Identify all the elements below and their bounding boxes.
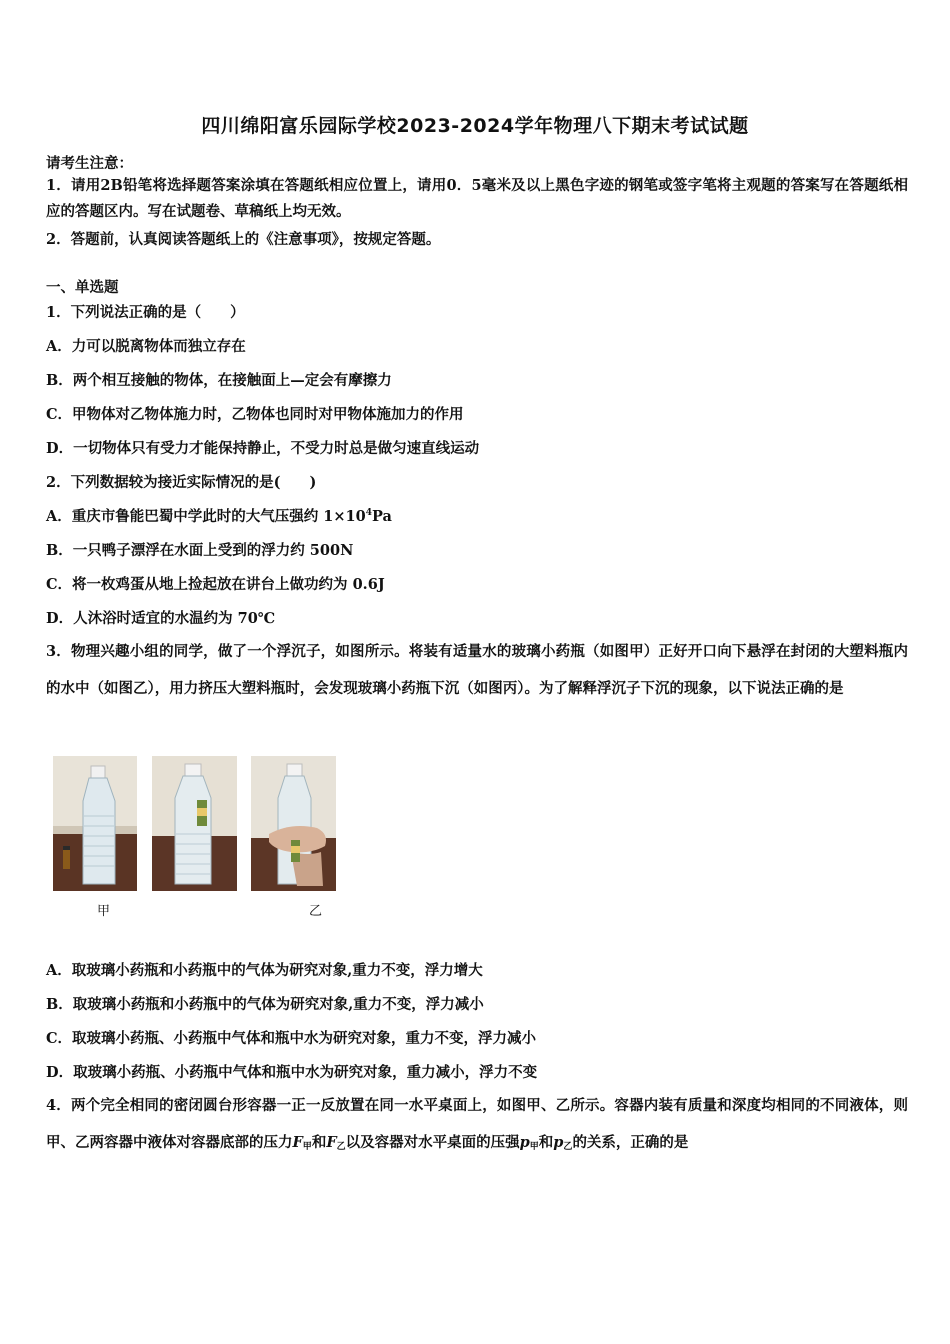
q2-stem: 2．下列数据较为接近实际情况的是( ) (46, 474, 317, 491)
q3-option-c: C．取玻璃小药瓶、小药瓶中气体和瓶中水为研究对象，重力不变，浮力减小 (46, 1030, 537, 1047)
notice-heading: 请考生注意： (46, 155, 133, 172)
q3-option-b: B．取玻璃小药瓶和小药瓶中的气体为研究对象,重力不变，浮力减小 (46, 996, 484, 1013)
q1-option-b: B．两个相互接触的物体，在接触面上—定会有摩擦力 (46, 372, 392, 389)
caption-yi: 乙 (309, 904, 323, 919)
q1-stem: 1．下列说法正确的是（ ） (46, 304, 245, 321)
q1-option-d: D．一切物体只有受力才能保持静止，不受力时总是做匀速直线运动 (46, 440, 480, 457)
caption-jia: 甲 (97, 904, 111, 919)
q2-option-b: B．一只鸭子漂浮在水面上受到的浮力约 500N (46, 542, 354, 559)
notice-item-1: 1．请用2B铅笔将选择题答案涂填在答题纸相应位置上，请用0．5毫米及以上黑色字迹的钢笔或签字笔将主观题的答案写在答题纸相应的答题区内。写在试题卷、草稿纸上均无效。 (46, 177, 908, 220)
photo-jia (53, 756, 137, 891)
q4-stem: 4．两个完全相同的密闭圆台形容器一正一反放置在同一水平桌面上，如图甲、乙所示。容器内装有质量和深度均相同的不同液体，则甲、乙两容器中液体对容器底部的压力$F_甲$和$F_乙$以及容器对水平桌面的压强$p_甲$和$p_乙$的关系，正确的是 (46, 1097, 908, 1152)
q3-option-d: D．取玻璃小药瓶、小药瓶中气体和瓶中水为研究对象，重力减小，浮力不变 (46, 1064, 538, 1081)
page-title: 四川绵阳富乐园际学校2023-2024学年物理八下期末考试试题 (201, 115, 749, 137)
q1-option-a: A．力可以脱离物体而独立存在 (46, 338, 246, 355)
q2-option-c: C．将一枚鸡蛋从地上捡起放在讲台上做功约为 0.6J (46, 576, 385, 593)
q2-option-d: D．人沐浴时适宜的水温约为 70℃ (46, 610, 276, 627)
q2-option-a: A．重庆市鲁能巴蜀中学此时的大气压强约 $1\times 10^4Pa$ (46, 508, 392, 525)
q3-stem: 3．物理兴趣小组的同学，做了一个浮沉子，如图所示。将装有适量水的玻璃小药瓶（如图甲）正好开口向下悬浮在封闭的大塑料瓶内的水中（如图乙），用力挤压大塑料瓶时，会发现玻璃小药瓶下沉（如图丙）。为了解释浮沉子下沉的现象，以下说法正确的是 (46, 643, 908, 697)
photo-yi (152, 756, 237, 891)
photo-bing (251, 756, 336, 891)
section-heading: 一、单选题 (46, 279, 119, 296)
q3-option-a: A．取玻璃小药瓶和小药瓶中的气体为研究对象,重力不变，浮力增大 (46, 962, 483, 979)
q1-option-c: C．甲物体对乙物体施力时，乙物体也同时对甲物体施加力的作用 (46, 406, 464, 423)
notice-item-2: 2．答题前，认真阅读答题纸上的《注意事项》，按规定答题。 (46, 231, 441, 248)
